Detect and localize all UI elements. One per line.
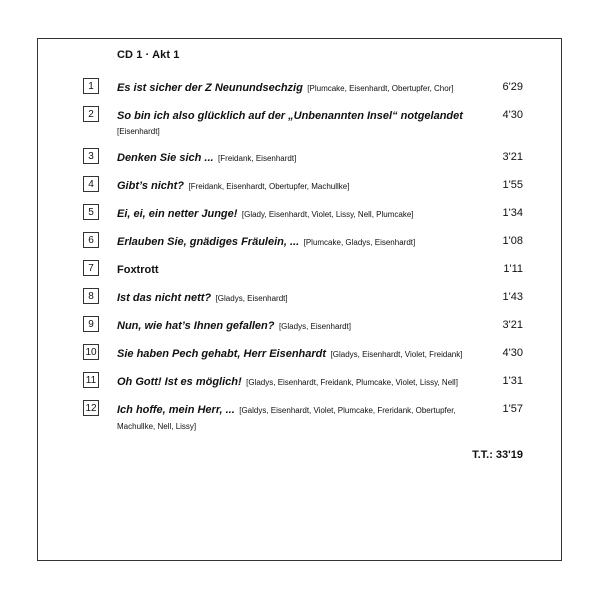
track-title: Ich hoffe, mein Herr, ...	[117, 404, 235, 416]
track-title: Nun, wie hat’s Ihnen gefallen?	[117, 320, 275, 332]
track-number: 1	[83, 78, 99, 94]
track-time: 1'11	[503, 263, 523, 275]
total-time: T.T.: 33'19	[472, 449, 523, 461]
track-time: 6'29	[502, 81, 523, 93]
track-number: 4	[83, 176, 99, 192]
track-cast: [Freidank, Eisenhardt, Obertupfer, Machullke]	[188, 182, 350, 191]
track-cast: [Galdys, Eisenhardt, Violet, Plumcake, Freridank, Obertupfer, Machullke, Nell, Lissy]	[117, 406, 456, 431]
track-title: Foxtrott	[117, 264, 159, 276]
track-title: Sie haben Pech gehabt, Herr Eisenhardt	[117, 348, 327, 360]
track-time: 4'30	[502, 109, 523, 121]
track-cast: [Gladys, Eisenhardt]	[215, 294, 288, 303]
track-cast: [Glady, Eisenhardt, Violet, Lissy, Nell, Plumcake]	[241, 210, 414, 219]
track-time: 1'43	[502, 291, 523, 303]
track-time: 1'34	[502, 207, 523, 219]
track-title: Es ist sicher der Z Neunundsechzig	[117, 82, 303, 94]
track-cast: [Plumcake, Gladys, Eisenhardt]	[303, 238, 416, 247]
track-number: 5	[83, 204, 99, 220]
track-time: 3'21	[502, 151, 523, 163]
track-cast: [Plumcake, Eisenhardt, Obertupfer, Chor]	[307, 84, 454, 93]
track-title: Ist das nicht nett?	[117, 292, 212, 304]
track-time: 1'31	[502, 375, 523, 387]
track-cast: [Gladys, Eisenhardt, Violet, Freidank]	[330, 350, 463, 359]
track-number: 11	[83, 372, 99, 388]
track-number: 9	[83, 316, 99, 332]
track-number: 7	[83, 260, 99, 276]
track-title: Ei, ei, ein netter Junge!	[117, 208, 238, 220]
track-number: 6	[83, 232, 99, 248]
track-title: Erlauben Sie, gnädiges Fräulein, ...	[117, 236, 300, 248]
track-number: 3	[83, 148, 99, 164]
track-cast: [Eisenhardt]	[117, 127, 160, 136]
track-title: Oh Gott! Ist es möglich!	[117, 376, 242, 388]
track-title: Denken Sie sich ...	[117, 152, 214, 164]
track-time: 3'21	[502, 319, 523, 331]
track-number: 12	[83, 400, 99, 416]
track-number: 8	[83, 288, 99, 304]
track-number: 2	[83, 106, 99, 122]
track-time: 1'55	[502, 179, 523, 191]
track-cast: [Gladys, Eisenhardt, Freidank, Plumcake, Violet, Lissy, Nell]	[246, 378, 458, 387]
track-cast: [Gladys, Eisenhardt]	[278, 322, 351, 331]
track-cast: [Freidank, Eisenhardt]	[218, 154, 297, 163]
track-time: 1'08	[502, 235, 523, 247]
track-title: So bin ich also glücklich auf der „Unbenannten Insel“ notgelandet	[117, 110, 463, 122]
disc-heading: CD 1 · Akt 1	[117, 49, 180, 61]
track-time: 4'30	[502, 347, 523, 359]
track-number: 10	[83, 344, 99, 360]
track-title: Gibt’s nicht?	[117, 180, 185, 192]
track-time: 1'57	[502, 403, 523, 415]
